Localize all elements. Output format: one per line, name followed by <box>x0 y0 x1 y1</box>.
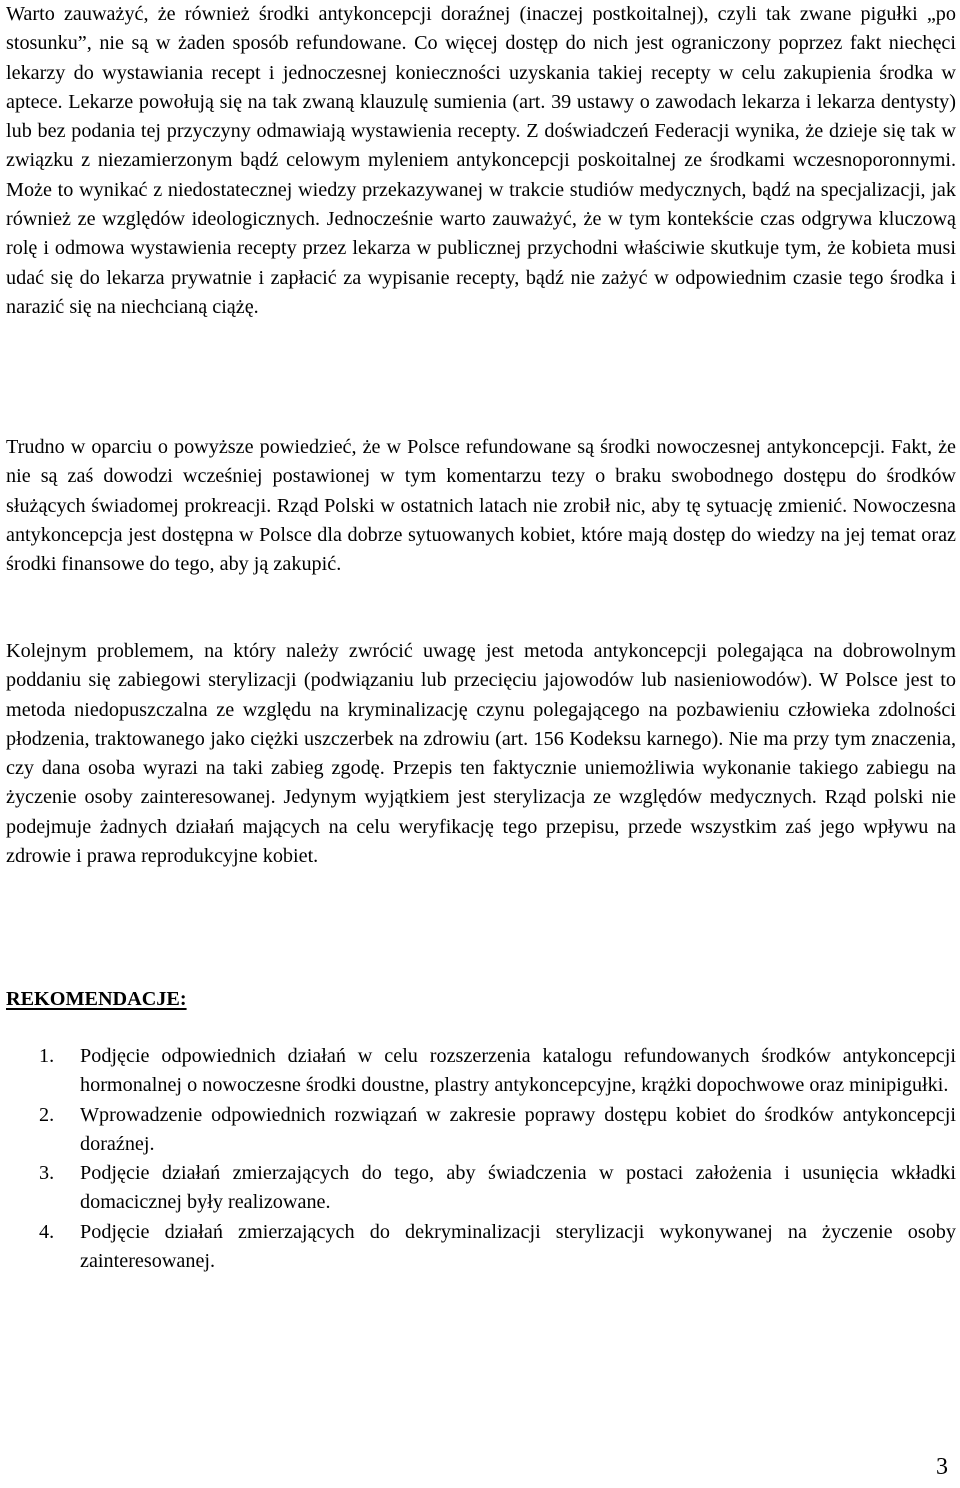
recommendation-number: 1. <box>39 1045 55 1067</box>
document-page <box>6 0 956 1488</box>
recommendation-text: Podjęcie działań zmierzających do tego, aby świadczenia w postaci założenia i usunięcia wkładki domacicznej były realizowane. <box>80 1162 956 1214</box>
recommendation-item <box>6 1101 956 1160</box>
recommendations-heading: REKOMENDACJE: <box>6 988 187 1010</box>
paragraph-emergency-contraception: Warto zauważyć, że również środki antykoncepcji doraźnej (inaczej postkoitalnej), czyli tak zwane pigułki „po stosunku”, nie są w żaden sposób refundowane. Co więcej dostęp do nich jest ograniczony poprzez fakt niechęci lekarzy do wystawiania recept i jednoczesnej konieczności uzyskania takiej recepty w celu zakupienia środka w aptece. Lekarze powołują się na tak zwaną klauzulę sumienia (art. 39 ustawy o zawodach lekarza i lekarza dentysty) lub bez podania tej przyczyny odmawiają wystawienia recepty. Z doświadczeń Federacji wynika, że dzieje się tak w związku z niezamierzonym bądź celowym myleniem antykoncepcji poskoitalnej ze środkami wczesnoporonnymi. Może to wynikać z niedostatecznej wiedzy przekazywanej w trakcie studiów medycznych, bądź na specjalizacji, jak również ze względów ideologicznych. Jednocześnie warto zauważyć, że w tym kontekście czas odgrywa kluczową rolę i odmowa wystawienia recepty przez lekarza w publicznej przychodni właściwie skutkuje tym, że kobieta musi udać się do lekarza prywatnie i zapłacić za wypisanie recepty, bądź nie zażyć w odpowiednim czasie tego środka i narazić się na niechcianą ciążę. <box>6 3 956 318</box>
recommendation-item <box>6 1159 956 1218</box>
paragraph-refund-summary: Trudno w oparciu o powyższe powiedzieć, że w Polsce refundowane są środki nowoczesnej antykoncepcji. Fakt, że nie są zaś dowodzi wcześniej postawionej w tym komentarzu tezy o braku swobodnego dostępu do środków służących świadomej prokreacji. Rząd Polski w ostatnich latach nie zrobił nic, aby tę sytuację zmienić. Nowoczesna antykoncepcja jest dostępna w Polsce dla dobrze sytuowanych kobiet, które mają dostęp do wiedzy na jej temat oraz środki finansowe do tego, aby ją zakupić. <box>6 436 956 576</box>
recommendation-number: 3. <box>39 1162 55 1185</box>
recommendation-number: 2. <box>39 1103 55 1126</box>
recommendation-text: Wprowadzenie odpowiednich rozwiązań w zakresie poprawy dostępu kobiet do środków antykoncepcji doraźnej. <box>80 1103 956 1155</box>
recommendations-list <box>6 1042 956 1276</box>
recommendation-number: 4. <box>39 1220 55 1243</box>
recommendation-item <box>6 1218 956 1277</box>
page-number: 3 <box>936 1454 948 1480</box>
paragraph-sterilization: Kolejnym problemem, na który należy zwrócić uwagę jest metoda antykoncepcji polegająca na dobrowolnym poddaniu się zabiegowi sterylizacji (podwiązaniu lub przecięciu jajowodów lub nasieniowodów). W Polsce jest to metoda niedopuszczalna ze względu na kryminalizację czynu polegającego na pozbawieniu człowieka zdolności płodzenia, traktowanego jako ciężki uszczerbek na zdrowiu (art. 156 Kodeksu karnego). Nie ma przy tym znaczenia, czy dana osoba wyrazi na taki zabieg zgodę. Przepis ten faktycznie uniemożliwia wykonanie takiego zabiegu na życzenie osoby zainteresowanej. Jedynym wyjątkiem jest sterylizacja ze względów medycznych. Rząd polski nie podejmuje żadnych działań mających na celu weryfikację tego przepisu, przede wszystkim zaś jego wpływu na zdrowie i prawa reprodukcyjne kobiet. <box>6 640 956 868</box>
recommendation-text: Podjęcie odpowiednich działań w celu rozszerzenia katalogu refundowanych środków antykoncepcji hormonalnej o nowoczesne środki doustne, plastry antykoncepcyjne, krążki dopochwowe oraz minipigułki. <box>80 1045 956 1097</box>
recommendation-item <box>6 1042 956 1101</box>
recommendation-text: Podjęcie działań zmierzających do dekryminalizacji sterylizacji wykonywanej na życzenie osoby zainteresowanej. <box>80 1220 956 1273</box>
